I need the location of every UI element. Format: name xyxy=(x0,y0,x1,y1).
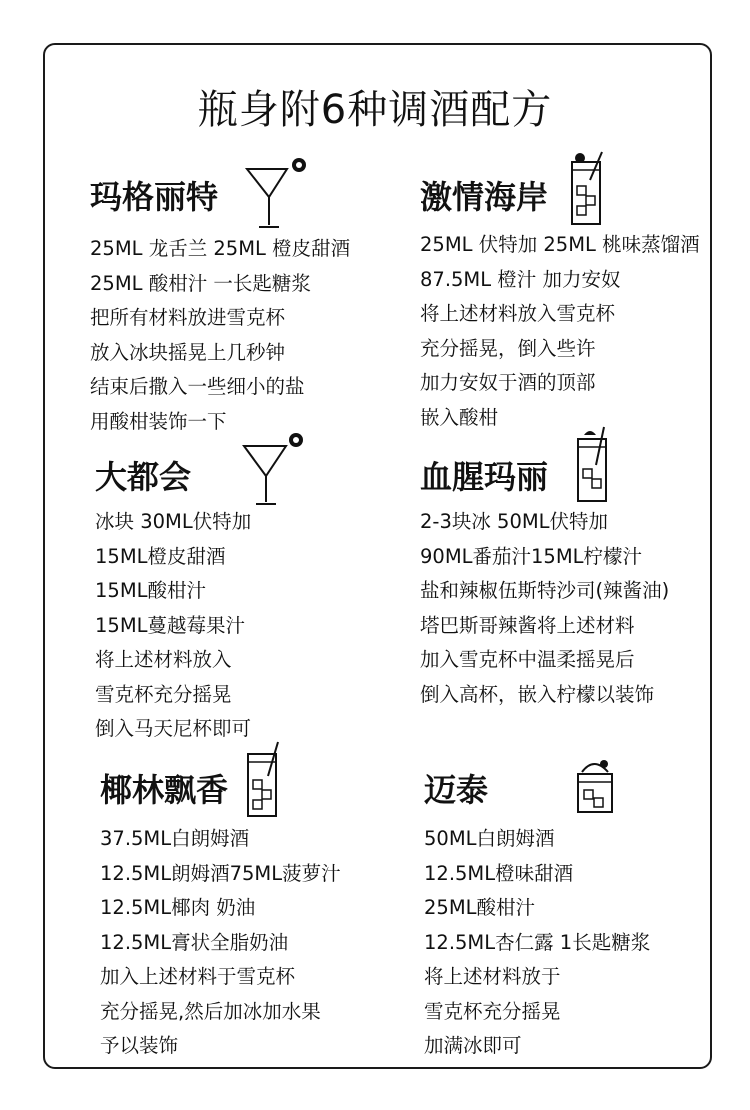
recipe-line: 25ML 龙舌兰 25ML 橙皮甜酒 xyxy=(90,237,351,260)
recipe-line: 倒入高杯，嵌入柠檬以装饰 xyxy=(420,682,655,706)
recipe-line: 雪克杯充分摇晃 xyxy=(95,682,232,706)
recipe-line: 37.5ML白朗姆酒 xyxy=(100,827,250,850)
page-title: 瓶身附6种调酒配方 xyxy=(197,87,553,133)
recipe-lines xyxy=(100,822,341,1064)
recipe-line: 盐和辣椒伍斯特沙司(辣酱油) xyxy=(420,579,670,602)
martini-glass-icon xyxy=(240,430,310,510)
recipe-line: 冰块 30ML伏特加 xyxy=(95,510,252,533)
recipe-lines xyxy=(95,505,251,747)
recipe-line: 将上述材料放于 xyxy=(424,965,561,988)
recipe-line: 12.5ML椰肉 奶油 xyxy=(100,896,256,919)
recipe-title: 血腥玛丽 xyxy=(420,458,549,496)
recipe-line: 把所有材料放进雪克杯 xyxy=(90,306,286,329)
recipe-line: 25ML 酸柑汁 一长匙糖浆 xyxy=(90,271,311,295)
recipe-line: 将上述材料放入雪克杯 xyxy=(420,302,616,325)
highball-glass-icon xyxy=(574,425,616,505)
recipe-lines xyxy=(420,228,700,435)
recipe-line: 加入雪克杯中温柔摇晃后 xyxy=(420,648,635,671)
recipe-title: 激情海岸 xyxy=(420,178,549,216)
recipe-title: 迈泰 xyxy=(424,771,489,809)
recipe-line: 予以装饰 xyxy=(100,1034,179,1057)
rocks-glass-icon xyxy=(574,758,620,816)
recipe-line: 15ML橙皮甜酒 xyxy=(95,544,226,568)
recipe-title: 椰林飘香 xyxy=(100,771,229,809)
recipe-lines xyxy=(424,822,650,1064)
recipe-line: 90ML番茄汁15ML柠檬汁 xyxy=(420,544,643,568)
recipe-line: 2-3块冰 50ML伏特加 xyxy=(420,510,609,533)
recipe-line: 25ML酸柑汁 xyxy=(424,896,536,919)
recipe-line: 12.5ML橙味甜酒 xyxy=(424,861,574,885)
recipe-line: 加力安奴于酒的顶部 xyxy=(420,371,596,394)
recipe-line: 12.5ML朗姆酒75ML菠萝汁 xyxy=(100,861,341,885)
recipe-line: 雪克杯充分摇晃 xyxy=(424,999,561,1023)
recipe-line: 嵌入酸柑 xyxy=(420,405,499,429)
recipe-line: 12.5ML杏仁露 1长匙糖浆 xyxy=(424,930,651,954)
recipe-lines xyxy=(420,505,669,712)
recipe-line: 50ML白朗姆酒 xyxy=(424,827,555,850)
recipe-line: 充分摇晃,然后加冰加水果 xyxy=(100,999,321,1023)
recipe-line: 加入上述材料于雪克杯 xyxy=(100,965,296,988)
recipe-title: 玛格丽特 xyxy=(90,178,219,216)
recipe-line: 将上述材料放入 xyxy=(95,648,232,671)
recipe-line: 15ML酸柑汁 xyxy=(95,579,207,602)
highball-glass-icon xyxy=(568,150,610,228)
recipe-lines xyxy=(90,232,350,439)
recipe-line: 加满冰即可 xyxy=(424,1034,522,1057)
recipe-line: 12.5ML膏状全脂奶油 xyxy=(100,930,289,954)
recipe-line: 15ML蔓越莓果汁 xyxy=(95,613,246,637)
recipe-line: 25ML 伏特加 25ML 桃味蒸馏酒 xyxy=(420,233,700,256)
martini-glass-icon xyxy=(243,155,313,233)
highball-glass-icon xyxy=(244,740,286,820)
recipe-line: 倒入马天尼杯即可 xyxy=(95,717,252,740)
recipe-line: 塔巴斯哥辣酱将上述材料 xyxy=(420,613,635,637)
recipe-line: 结束后撒入一些细小的盐 xyxy=(90,375,305,398)
recipe-title: 大都会 xyxy=(95,458,192,496)
recipe-line: 充分摇晃，倒入些许 xyxy=(420,336,596,360)
recipe-line: 放入冰块摇晃上几秒钟 xyxy=(90,340,286,364)
recipe-line: 用酸柑装饰一下 xyxy=(90,409,227,433)
recipe-line: 87.5ML 橙汁 加力安奴 xyxy=(420,267,621,291)
